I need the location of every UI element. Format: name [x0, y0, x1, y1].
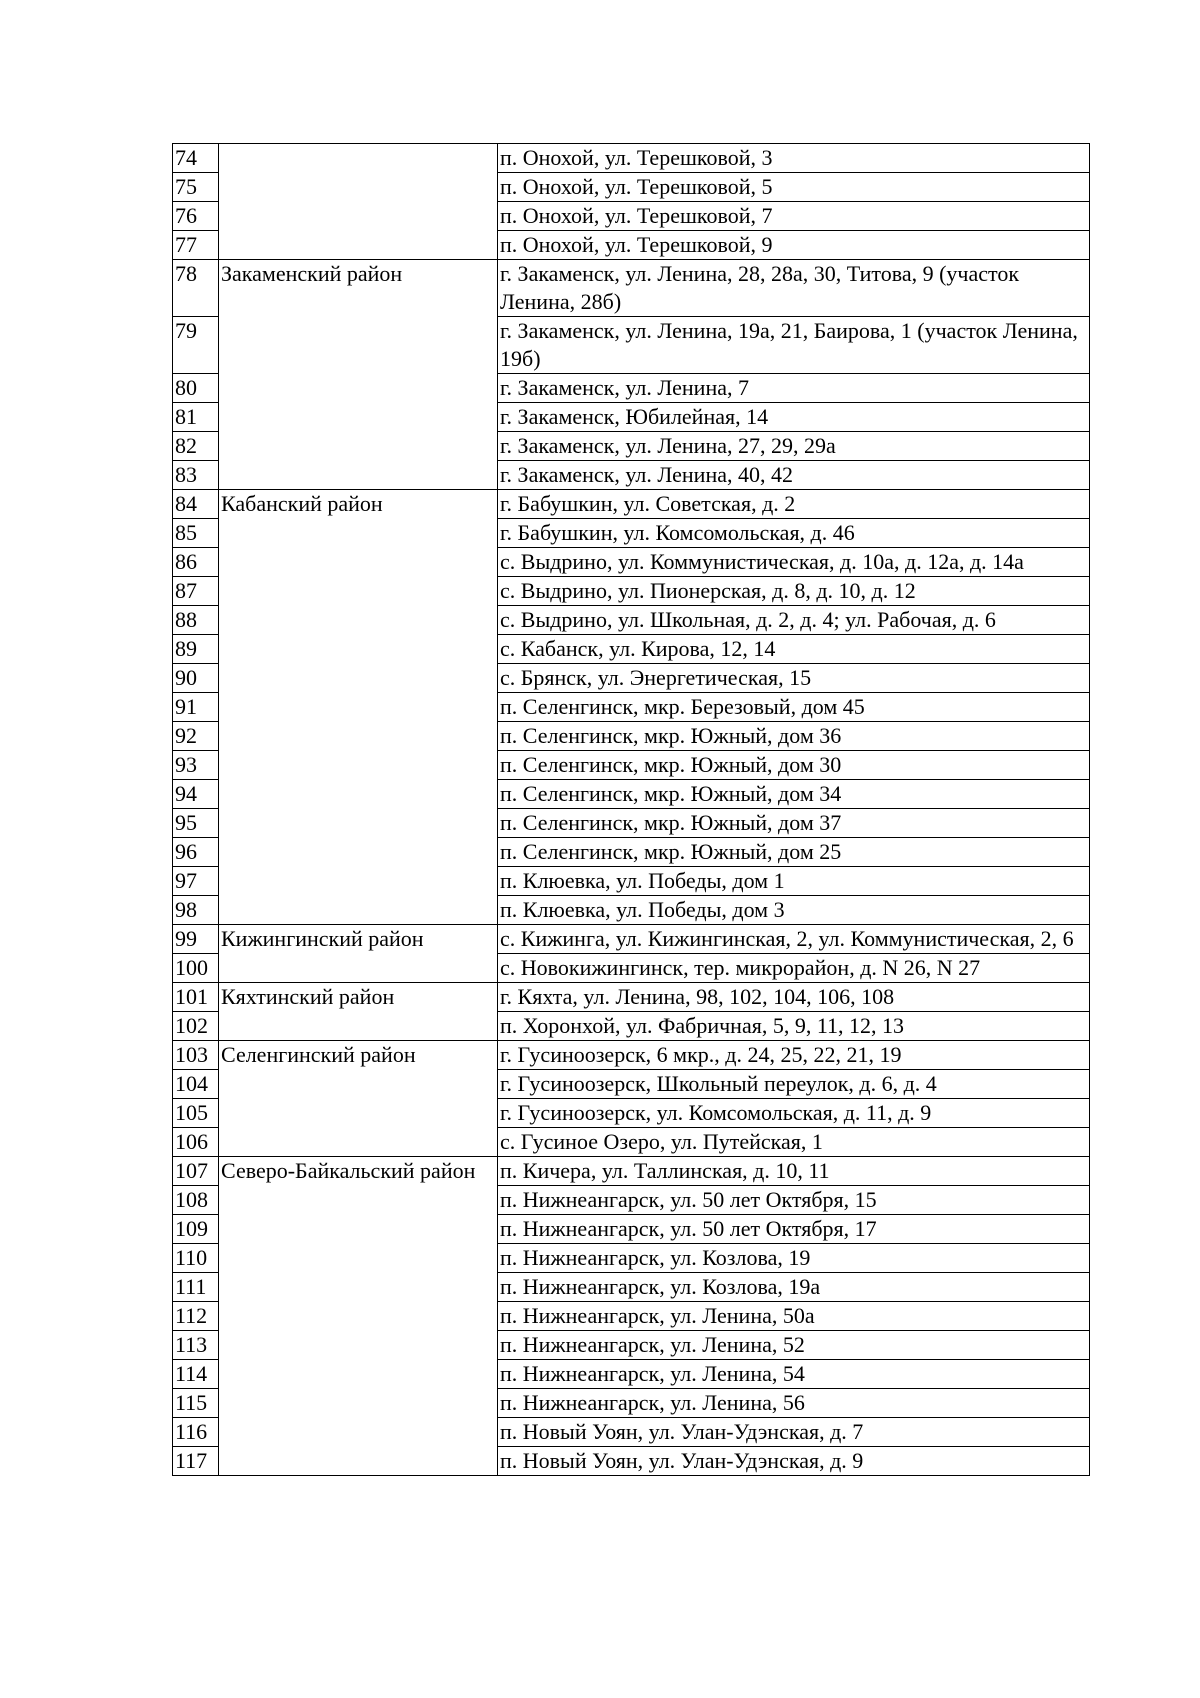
address-text: г. Гусиноозерск, 6 мкр., д. 24, 25, 22, 21, 19 [500, 1042, 902, 1067]
row-number-cell [173, 374, 219, 403]
row-number-cell [173, 722, 219, 751]
row-number: 109 [175, 1216, 208, 1241]
address-cell [498, 1244, 1090, 1273]
district-cell [219, 1157, 498, 1476]
row-number: 108 [175, 1187, 208, 1212]
row-number: 98 [175, 897, 197, 922]
row-number: 74 [175, 145, 197, 170]
row-number: 103 [175, 1042, 208, 1067]
row-number-cell [173, 1360, 219, 1389]
row-number-cell [173, 954, 219, 983]
row-number: 84 [175, 491, 197, 516]
row-number: 106 [175, 1129, 208, 1154]
address-cell [498, 1128, 1090, 1157]
address-text: п. Онохой, ул. Терешковой, 5 [500, 174, 773, 199]
district-cell [219, 144, 498, 260]
row-number-cell [173, 751, 219, 780]
address-cell [498, 317, 1090, 374]
row-number-cell [173, 1389, 219, 1418]
district-name: Кяхтинский район [221, 984, 395, 1009]
address-text: п. Нижнеангарск, ул. 50 лет Октября, 15 [500, 1187, 877, 1212]
address-cell [498, 954, 1090, 983]
address-table-body [173, 144, 1090, 1476]
address-text: п. Хоронхой, ул. Фабричная, 5, 9, 11, 12, 13 [500, 1013, 905, 1038]
address-text: п. Нижнеангарск, ул. Козлова, 19 [500, 1245, 811, 1270]
row-number-cell [173, 1447, 219, 1476]
row-number: 104 [175, 1071, 208, 1096]
district-cell [219, 983, 498, 1041]
row-number-cell [173, 1157, 219, 1186]
table-row [173, 925, 1090, 954]
address-cell [498, 635, 1090, 664]
address-cell [498, 780, 1090, 809]
address-text: п. Клюевка, ул. Победы, дом 3 [500, 897, 785, 922]
row-number: 81 [175, 404, 197, 429]
address-cell [498, 403, 1090, 432]
row-number-cell [173, 1186, 219, 1215]
address-table [172, 143, 1090, 1476]
address-cell [498, 1447, 1090, 1476]
address-text: г. Бабушкин, ул. Комсомольская, д. 46 [500, 520, 855, 545]
row-number-cell [173, 838, 219, 867]
row-number-cell [173, 1215, 219, 1244]
address-text: п. Нижнеангарск, ул. Ленина, 50а [500, 1303, 815, 1328]
district-name: Северо-Байкальский район [221, 1158, 476, 1183]
address-text: п. Клюевка, ул. Победы, дом 1 [500, 868, 785, 893]
district-cell [219, 490, 498, 925]
address-cell [498, 577, 1090, 606]
row-number: 116 [175, 1419, 208, 1444]
address-cell [498, 432, 1090, 461]
row-number-cell [173, 1041, 219, 1070]
row-number-cell [173, 664, 219, 693]
address-text: с. Брянск, ул. Энергетическая, 15 [500, 665, 812, 690]
table-row [173, 490, 1090, 519]
address-cell [498, 1302, 1090, 1331]
address-text: п. Онохой, ул. Терешковой, 9 [500, 232, 773, 257]
row-number-cell [173, 231, 219, 260]
address-cell [498, 461, 1090, 490]
row-number-cell [173, 260, 219, 317]
row-number-cell [173, 867, 219, 896]
row-number: 115 [175, 1390, 208, 1415]
address-cell [498, 1012, 1090, 1041]
address-text: п. Селенгинск, мкр. Березовый, дом 45 [500, 694, 865, 719]
row-number: 93 [175, 752, 197, 777]
row-number: 77 [175, 232, 197, 257]
row-number-cell [173, 461, 219, 490]
row-number-cell [173, 693, 219, 722]
address-cell [498, 722, 1090, 751]
address-text: г. Закаменск, Юбилейная, 14 [500, 404, 769, 429]
row-number-cell [173, 780, 219, 809]
row-number-cell [173, 202, 219, 231]
row-number-cell [173, 1070, 219, 1099]
row-number-cell [173, 432, 219, 461]
row-number-cell [173, 1331, 219, 1360]
address-text: г. Закаменск, ул. Ленина, 40, 42 [500, 462, 793, 487]
row-number-cell [173, 1099, 219, 1128]
row-number-cell [173, 144, 219, 173]
table-row [173, 144, 1090, 173]
row-number-cell [173, 925, 219, 954]
row-number: 112 [175, 1303, 208, 1328]
address-text: г. Закаменск, ул. Ленина, 27, 29, 29а [500, 433, 836, 458]
address-cell [498, 983, 1090, 1012]
row-number: 90 [175, 665, 197, 690]
address-cell [498, 260, 1090, 317]
row-number: 89 [175, 636, 197, 661]
table-row [173, 1157, 1090, 1186]
address-text: п. Нижнеангарск, ул. Козлова, 19а [500, 1274, 821, 1299]
row-number-cell [173, 606, 219, 635]
row-number: 76 [175, 203, 197, 228]
table-row [173, 1041, 1090, 1070]
address-cell [498, 1215, 1090, 1244]
address-cell [498, 1273, 1090, 1302]
row-number: 78 [175, 261, 197, 286]
district-cell [219, 1041, 498, 1157]
address-cell [498, 664, 1090, 693]
table-row [173, 260, 1090, 317]
address-text: п. Новый Уоян, ул. Улан-Удэнская, д. 7 [500, 1419, 864, 1444]
row-number: 111 [175, 1274, 207, 1299]
row-number: 96 [175, 839, 197, 864]
address-text: с. Новокижингинск, тер. микрорайон, д. N 26, N 27 [500, 955, 981, 980]
row-number: 114 [175, 1361, 208, 1386]
row-number: 105 [175, 1100, 208, 1125]
row-number: 100 [175, 955, 208, 980]
address-text: п. Новый Уоян, ул. Улан-Удэнская, д. 9 [500, 1448, 864, 1473]
address-cell [498, 173, 1090, 202]
address-text: п. Нижнеангарск, ул. 50 лет Октября, 17 [500, 1216, 877, 1241]
address-cell [498, 1389, 1090, 1418]
address-text: п. Нижнеангарск, ул. Ленина, 54 [500, 1361, 805, 1386]
address-text: г. Кяхта, ул. Ленина, 98, 102, 104, 106, 108 [500, 984, 895, 1009]
row-number: 88 [175, 607, 197, 632]
row-number-cell [173, 519, 219, 548]
address-cell [498, 867, 1090, 896]
row-number: 85 [175, 520, 197, 545]
row-number: 95 [175, 810, 197, 835]
row-number: 113 [175, 1332, 208, 1357]
row-number-cell [173, 173, 219, 202]
address-cell [498, 1186, 1090, 1215]
district-name: Кижингинский район [221, 926, 424, 951]
address-cell [498, 606, 1090, 635]
address-text: п. Селенгинск, мкр. Южный, дом 25 [500, 839, 842, 864]
address-text: г. Гусиноозерск, Школьный переулок, д. 6, д. 4 [500, 1071, 937, 1096]
address-text: г. Закаменск, ул. Ленина, 7 [500, 375, 749, 400]
address-cell [498, 202, 1090, 231]
row-number-cell [173, 1302, 219, 1331]
row-number: 110 [175, 1245, 208, 1270]
row-number: 99 [175, 926, 197, 951]
address-cell [498, 925, 1090, 954]
address-text: г. Бабушкин, ул. Советская, д. 2 [500, 491, 796, 516]
row-number: 94 [175, 781, 197, 806]
address-text: с. Выдрино, ул. Школьная, д. 2, д. 4; ул. Рабочая, д. 6 [500, 607, 996, 632]
row-number-cell [173, 1418, 219, 1447]
row-number-cell [173, 1012, 219, 1041]
row-number-cell [173, 548, 219, 577]
table-row [173, 983, 1090, 1012]
address-text: с. Кабанск, ул. Кирова, 12, 14 [500, 636, 776, 661]
row-number: 101 [175, 984, 208, 1009]
row-number-cell [173, 1244, 219, 1273]
row-number: 80 [175, 375, 197, 400]
district-cell [219, 260, 498, 490]
address-text: с. Кижинга, ул. Кижингинская, 2, ул. Коммунистическая, 2, 6 [500, 926, 1074, 951]
row-number: 97 [175, 868, 197, 893]
address-cell [498, 519, 1090, 548]
row-number: 107 [175, 1158, 208, 1183]
address-text: п. Селенгинск, мкр. Южный, дом 30 [500, 752, 842, 777]
address-cell [498, 231, 1090, 260]
address-cell [498, 374, 1090, 403]
address-cell [498, 838, 1090, 867]
address-cell [498, 809, 1090, 838]
row-number: 117 [175, 1448, 208, 1473]
address-text: п. Селенгинск, мкр. Южный, дом 37 [500, 810, 842, 835]
row-number-cell [173, 809, 219, 838]
row-number-cell [173, 490, 219, 519]
address-text: п. Селенгинск, мкр. Южный, дом 36 [500, 723, 842, 748]
address-text: г. Закаменск, ул. Ленина, 19а, 21, Баирова, 1 (участок Ленина, 19б) [500, 318, 1078, 371]
row-number: 82 [175, 433, 197, 458]
row-number-cell [173, 577, 219, 606]
row-number: 87 [175, 578, 197, 603]
row-number: 75 [175, 174, 197, 199]
row-number: 102 [175, 1013, 208, 1038]
district-name: Закаменский район [221, 261, 403, 286]
address-cell [498, 1331, 1090, 1360]
address-text: п. Онохой, ул. Терешковой, 7 [500, 203, 773, 228]
address-text: г. Гусиноозерск, ул. Комсомольская, д. 11, д. 9 [500, 1100, 932, 1125]
row-number-cell [173, 1128, 219, 1157]
address-text: п. Селенгинск, мкр. Южный, дом 34 [500, 781, 842, 806]
address-text: п. Нижнеангарск, ул. Ленина, 56 [500, 1390, 805, 1415]
address-text: с. Выдрино, ул. Пионерская, д. 8, д. 10, д. 12 [500, 578, 916, 603]
address-cell [498, 1099, 1090, 1128]
address-cell [498, 144, 1090, 173]
address-cell [498, 693, 1090, 722]
row-number: 86 [175, 549, 197, 574]
row-number: 79 [175, 318, 197, 343]
row-number: 92 [175, 723, 197, 748]
address-text: с. Выдрино, ул. Коммунистическая, д. 10а, д. 12а, д. 14а [500, 549, 1024, 574]
row-number: 83 [175, 462, 197, 487]
address-cell [498, 896, 1090, 925]
row-number-cell [173, 317, 219, 374]
address-cell [498, 1070, 1090, 1099]
address-cell [498, 548, 1090, 577]
address-cell [498, 1157, 1090, 1186]
district-name: Селенгинский район [221, 1042, 416, 1067]
row-number-cell [173, 983, 219, 1012]
address-cell [498, 1418, 1090, 1447]
row-number-cell [173, 896, 219, 925]
address-text: п. Онохой, ул. Терешковой, 3 [500, 145, 773, 170]
address-cell [498, 1360, 1090, 1389]
row-number-cell [173, 635, 219, 664]
address-cell [498, 751, 1090, 780]
address-text: п. Нижнеангарск, ул. Ленина, 52 [500, 1332, 805, 1357]
address-text: г. Закаменск, ул. Ленина, 28, 28а, 30, Титова, 9 (участок Ленина, 28б) [500, 261, 1020, 314]
address-cell [498, 1041, 1090, 1070]
district-cell [219, 925, 498, 983]
row-number-cell [173, 1273, 219, 1302]
address-text: п. Кичера, ул. Таллинская, д. 10, 11 [500, 1158, 830, 1183]
district-name: Кабанский район [221, 491, 383, 516]
row-number: 91 [175, 694, 197, 719]
row-number-cell [173, 403, 219, 432]
address-text: с. Гусиное Озеро, ул. Путейская, 1 [500, 1129, 823, 1154]
address-cell [498, 490, 1090, 519]
